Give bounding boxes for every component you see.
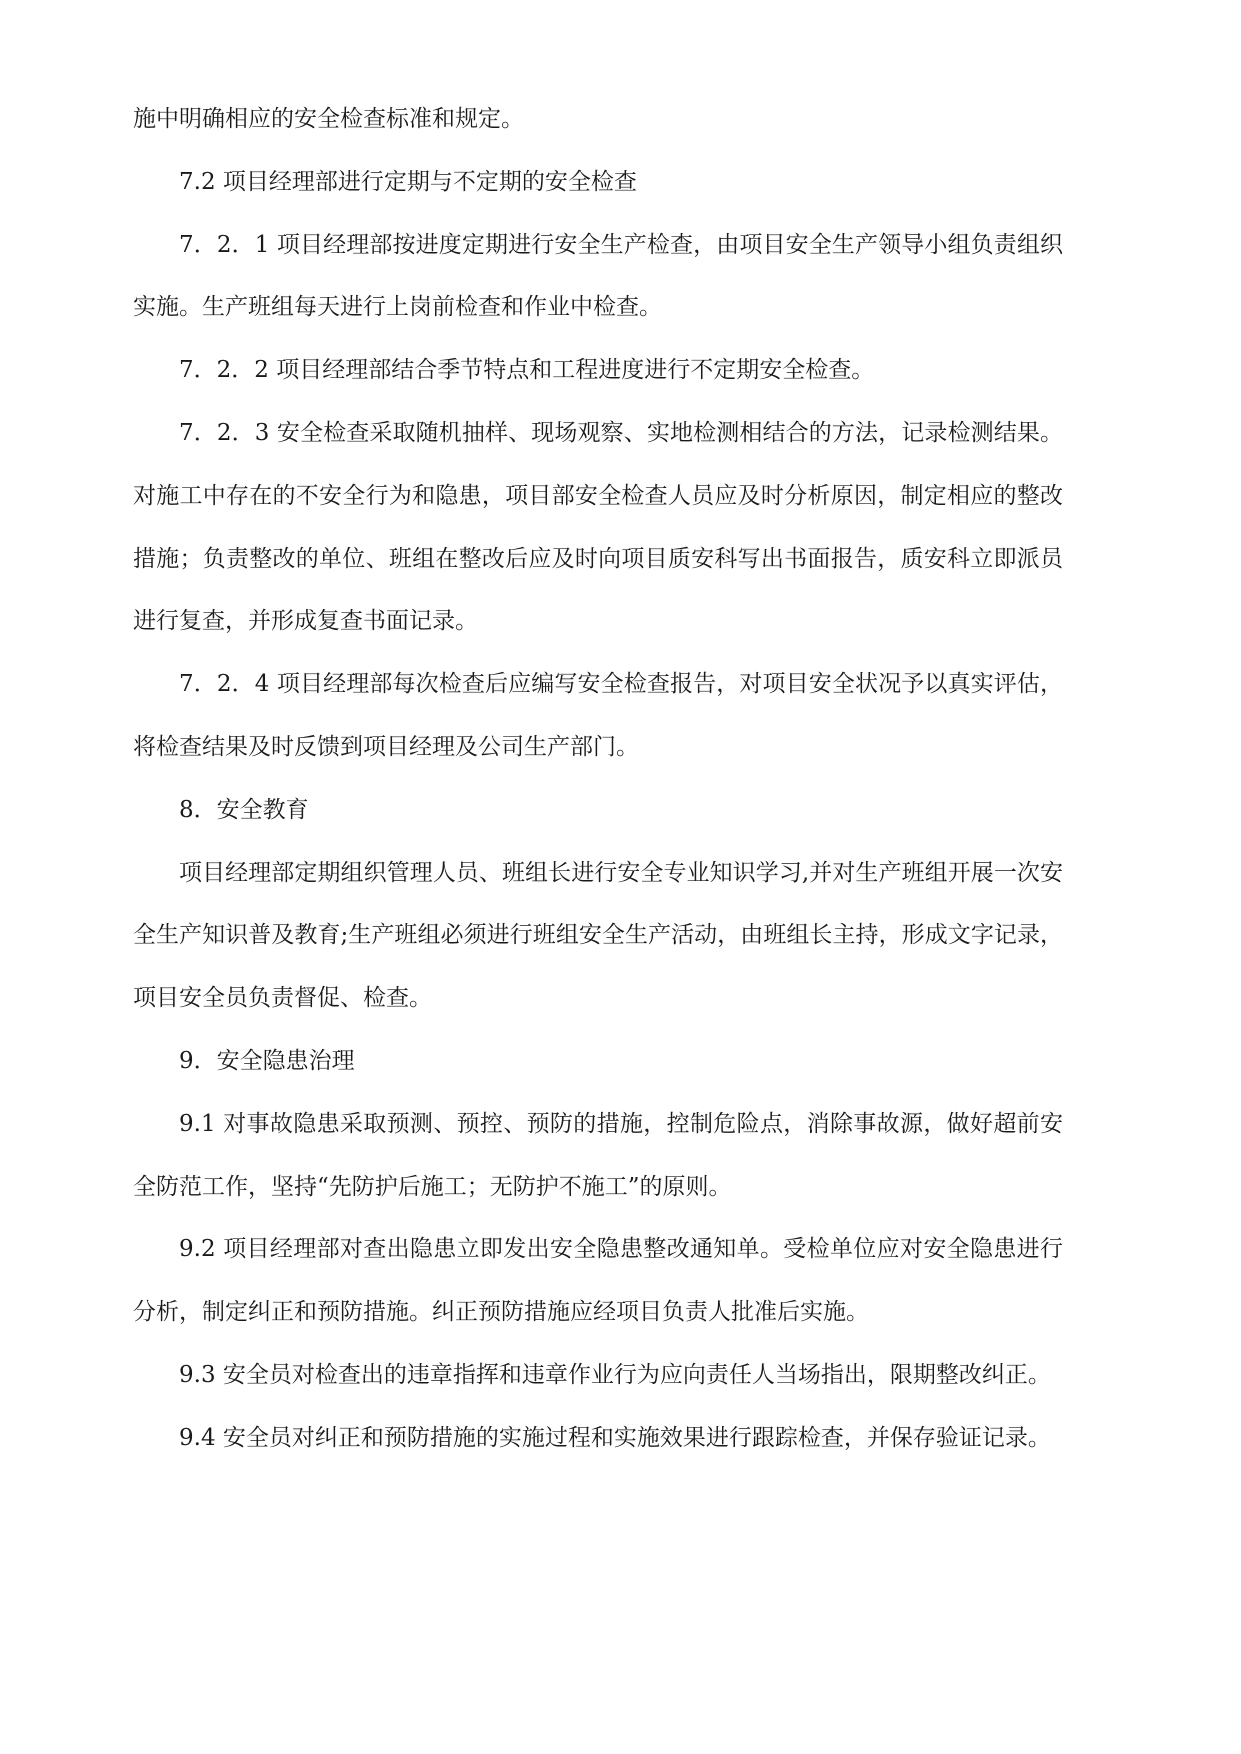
document-body [133, 88, 1063, 1470]
paragraph-7-2-2: 7．2．2 项目经理部结合季节特点和工程进度进行不定期安全检查。 [179, 357, 875, 384]
section-heading-8: 8．安全教育 [179, 796, 309, 823]
section-heading-7-2: 7.2 项目经理部进行定期与不定期的安全检查 [179, 168, 637, 195]
paragraph-continuation: 施中明确相应的安全检查标准和规定。 [133, 106, 524, 132]
paragraph-7-2-1: 7．2．1 项目经理部按进度定期进行安全生产检查，由项目安全生产领导小组负责组织实施。生产班组每天进行上岗前检查和作业中检查。 [133, 231, 1063, 321]
paragraph-7-2-4: 7．2．4 项目经理部每次检查后应编写安全检查报告，对项目安全状况予以真实评估，将检查结果及时反馈到项目经理及公司生产部门。 [133, 671, 1063, 760]
paragraph-9-2: 9.2 项目经理部对查出隐患立即发出安全隐患整改通知单。受检单位应对安全隐患进行分析，制定纠正和预防措施。纠正预防措施应经项目负责人批准后实施。 [133, 1236, 1063, 1326]
paragraph-9-4: 9.4 安全员对纠正和预防措施的实施过程和实施效果进行跟踪检查，并保存验证记录。 [179, 1424, 1051, 1451]
paragraph-9-1: 9.1 对事故隐患采取预测、预控、预防的措施，控制危险点，消除事故源，做好超前安全防范工作，坚持“先防护后施工；无防护不施工”的原则。 [133, 1110, 1063, 1200]
paragraph-7-2-3: 7．2．3 安全检查采取随机抽样、现场观察、实地检测相结合的方法，记录检测结果。对施工中存在的不安全行为和隐患，项目部安全检查人员应及时分析原因，制定相应的整改措施；负责整改的单位、班组在整改后应及时向项目质安科写出书面报告，质安科立即派员进行复查，并形成复查书面记录。 [133, 419, 1063, 635]
section-heading-9: 9．安全隐患治理 [179, 1047, 355, 1074]
paragraph-8-body: 项目经理部定期组织管理人员、班组长进行安全专业知识学习,并对生产班组开展一次安全生产知识普及教育;生产班组必须进行班组安全生产活动，由班组长主持，形成文字记录，项目安全员负责督促、检查。 [133, 859, 1063, 1012]
paragraph-9-3: 9.3 安全员对检查出的违章指挥和违章作业行为应向责任人当场指出，限期整改纠正。 [179, 1361, 1051, 1388]
